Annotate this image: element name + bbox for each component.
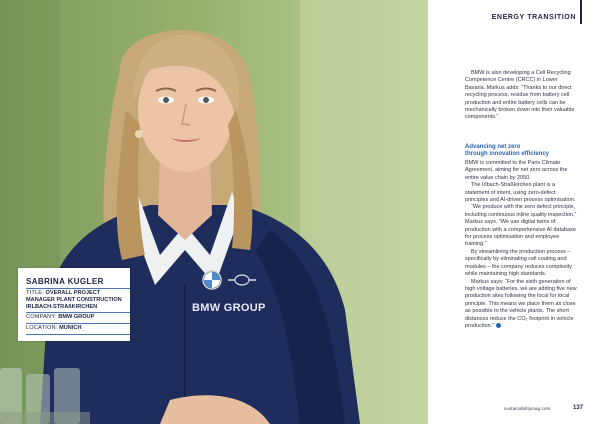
jacket-logo-text: BMW GROUP: [192, 302, 266, 314]
person-name: SABRINA KUGLER: [26, 277, 104, 286]
article-paragraph: The Irlbach-Straßkirchen plant is a statement of intent, using zero-defect principles and AI-driven process optimisation.: [465, 182, 576, 204]
person-caption-card: [18, 268, 130, 341]
section-header: ENERGY TRANSITION: [491, 14, 576, 21]
footer-website: sustainabilitymag.com: [504, 406, 551, 411]
paragraph-crcc: [465, 70, 577, 122]
page-number: 137: [573, 405, 584, 411]
article-body: [465, 160, 577, 330]
divider: [26, 334, 130, 335]
subheading-line1: Advancing net zero: [465, 144, 521, 150]
title-line1: OVERALL PROJECT: [45, 290, 101, 296]
company-value: BMW GROUP: [58, 314, 95, 320]
divider: [26, 312, 130, 313]
title-key: TITLE:: [26, 290, 44, 296]
end-mark-icon: [496, 323, 501, 328]
article-paragraph: Markus says: “For the sixth generation of high voltage batteries, we are adding five new production sites following the local for local principle. This means we place them as close as possible to the vehicle plants. The short distances reduce the CO₂ footprint in vehicle production.”: [465, 278, 577, 329]
article-paragraph: BMW is also developing a Cell Recycling Competence Centre (CRCC) in Lower Bavaria. Markus adds: “Thanks to our direct recycling process, residue from battery cell production and entire battery cells can be mechanically broken down into their valuable components.”: [465, 70, 575, 121]
header-accent-bar: [580, 0, 582, 24]
title-row-3: [26, 304, 97, 311]
title-line3: IRLBACH-STRAßKIRCHEN: [26, 304, 98, 310]
subheading: [465, 144, 577, 159]
title-row: [26, 290, 100, 297]
subheading-line2: through innovation efficiency: [465, 151, 550, 158]
article-paragraph: “We produce with the zero defect principle, including continuous inline quality inspection,” Markus says. “We use digital twins of production with a comprehensive AI database for process optimisation and employee training.”: [465, 204, 577, 248]
article-paragraph: By streamlining the production process – specifically by eliminating cell coating and modules – the company reduces complexity while maintaining high standards.: [465, 248, 572, 278]
title-row-2: [26, 297, 122, 304]
location-value: MUNICH: [59, 325, 82, 331]
article-paragraph-last: [465, 279, 577, 331]
location-row: [26, 325, 81, 332]
divider: [26, 288, 130, 289]
article-paragraph: BMW is committed to the Paris Climate Agreement, aiming for net zero across the entire value chain by 2050.: [465, 160, 568, 181]
location-key: LOCATION:: [26, 325, 58, 331]
company-key: COMPANY:: [26, 314, 57, 320]
divider: [26, 323, 130, 324]
title-line2: MANAGER PLANT CONSTRUCTION: [26, 297, 122, 303]
company-row: [26, 314, 94, 321]
